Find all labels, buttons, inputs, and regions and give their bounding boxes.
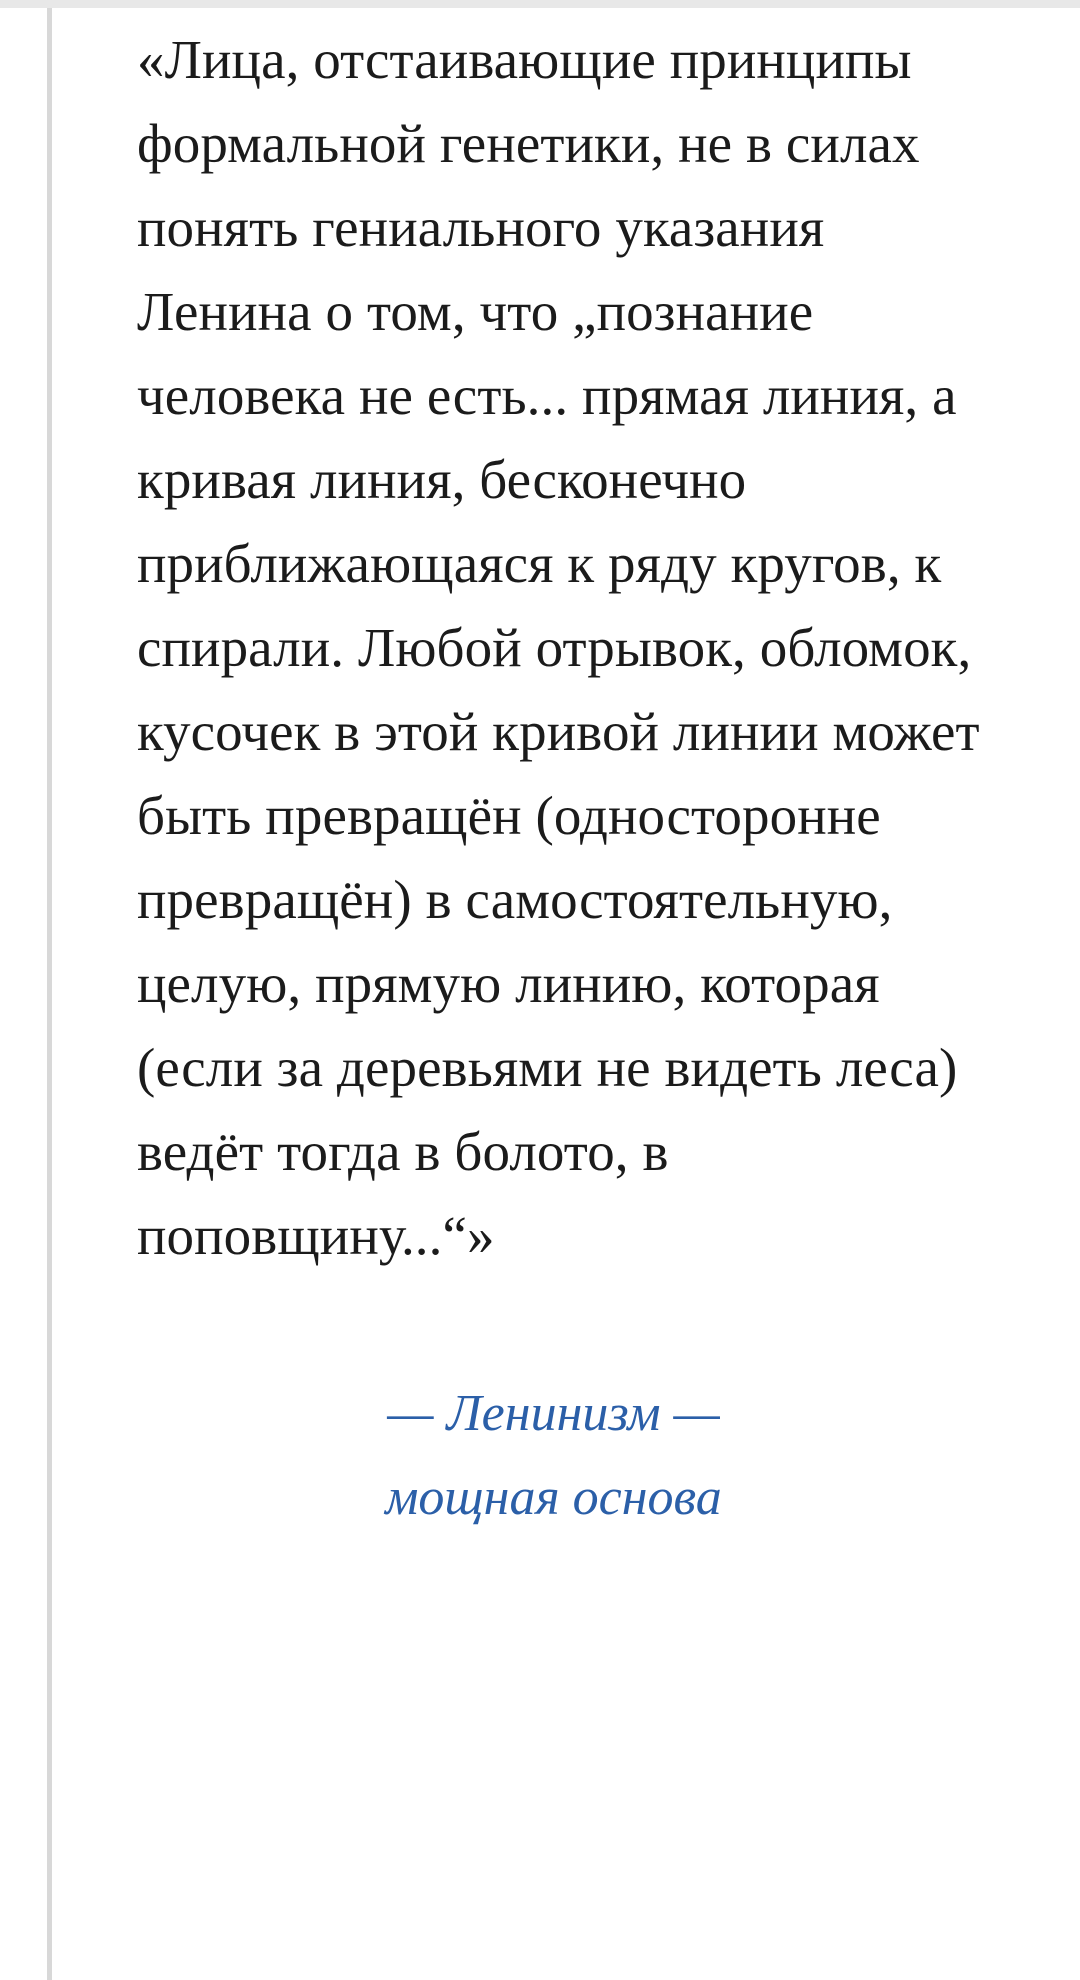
attribution-dash: — — [387, 1385, 434, 1442]
blockquote-attribution — [137, 1372, 1010, 1540]
attribution-source-link-line-2[interactable]: мощная основа — [385, 1469, 722, 1526]
blockquote-text: «Лица, отстаивающие принципы формальной генетики, не в силах понять гениального указания Ленина о том, что „познание человека не есть... прямая линия, а кривая линия, бесконечно приближающаяся к ряду кругов, к спирали. Любой отрывок, обломок, кусочек в этой кривой линии может быть превращён (односторонне превращён) в самостоятельную, целую, прямую линию, которая (если за деревьями не видеть леса) ведёт тогда в болото, в поповщину...“» — [137, 29, 994, 1266]
attribution-source-link-line-1[interactable]: Ленинизм — — [446, 1385, 720, 1442]
